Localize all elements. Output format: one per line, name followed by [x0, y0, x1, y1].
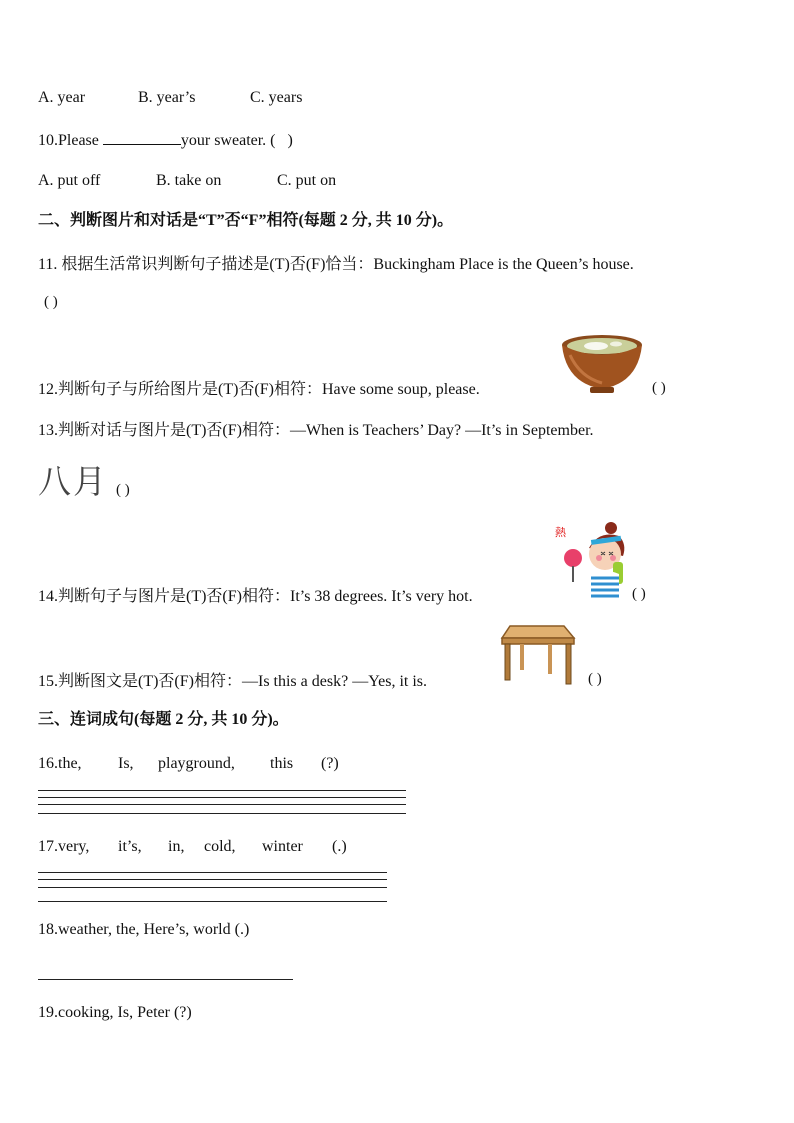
- q9-options: [38, 88, 302, 108]
- q17-number: 17.: [38, 838, 58, 855]
- q11-question: 11. 根据生活常识判断句子描述是(T)否(F)恰当：Buckingham Place is the Queen’s house.: [38, 256, 634, 273]
- q17-word: cold,: [204, 838, 236, 855]
- q16-word: playground,: [158, 755, 235, 772]
- august-calendar-image: 八月: [38, 462, 108, 501]
- q9-option-b[interactable]: B. year’s: [138, 89, 196, 106]
- q16-word: this: [270, 755, 294, 772]
- q16-word: the,: [58, 755, 82, 772]
- q17-word: it’s,: [118, 838, 142, 855]
- q18-answer-line[interactable]: [38, 979, 293, 980]
- q17-word: in,: [168, 838, 185, 855]
- q13-question: 13.判断对话与图片是(T)否(F)相符：—When is Teachers’ Day? —It’s in September.: [38, 422, 594, 439]
- q17-words: [38, 837, 347, 857]
- q16-number: 16.: [38, 755, 58, 772]
- q16-word: (?): [321, 755, 339, 772]
- desk-icon: [500, 622, 578, 688]
- q10-suffix: your sweater. (: [180, 132, 276, 149]
- section2-heading: 二、判断图片和对话是“T”否“F”相符(每题 2 分, 共 10 分)。: [38, 212, 454, 229]
- soup-bowl-icon: [560, 333, 644, 395]
- q9-option-a[interactable]: A. year: [38, 89, 86, 106]
- q10-option-c[interactable]: C. put on: [277, 172, 337, 189]
- q18-words: 18.weather, the, Here’s, world (.): [38, 921, 250, 938]
- q15-answer-paren[interactable]: ( ): [588, 671, 602, 687]
- q17-word: winter: [262, 838, 303, 855]
- q13-answer-paren[interactable]: ( ): [116, 482, 130, 498]
- q14-question: 14.判断句子与图片是(T)否(F)相符：It’s 38 degrees. It’s very hot.: [38, 588, 473, 605]
- q19-words: 19.cooking, Is, Peter (?): [38, 1004, 192, 1021]
- q10-question: [38, 130, 293, 151]
- q17-word: very,: [58, 838, 90, 855]
- q10-prefix: 10.Please: [38, 132, 99, 149]
- q15-question: 15.判断图文是(T)否(F)相符：—Is this a desk? —Yes, it is.: [38, 673, 428, 690]
- q12-answer-paren[interactable]: ( ): [652, 380, 666, 396]
- q14-answer-paren[interactable]: ( ): [632, 586, 646, 602]
- q11-answer-paren[interactable]: ( ): [44, 294, 58, 310]
- q16-word: Is,: [118, 755, 134, 772]
- q10-option-a[interactable]: A. put off: [38, 172, 101, 189]
- q12-question: 12.判断句子与所给图片是(T)否(F)相符：Have some soup, please.: [38, 381, 480, 398]
- hot-label: 熱: [555, 526, 566, 539]
- q10-answer-blank[interactable]: [103, 130, 181, 145]
- q17-word: (.): [332, 838, 347, 855]
- q10-close-paren: ): [287, 132, 293, 149]
- hot-girl-fanning-icon: [553, 522, 633, 604]
- q10-options: [38, 171, 336, 191]
- q9-option-c[interactable]: C. years: [250, 89, 303, 106]
- q16-words: [38, 754, 339, 774]
- q10-option-b[interactable]: B. take on: [156, 172, 222, 189]
- section3-heading: 三、连词成句(每题 2 分, 共 10 分)。: [38, 711, 289, 728]
